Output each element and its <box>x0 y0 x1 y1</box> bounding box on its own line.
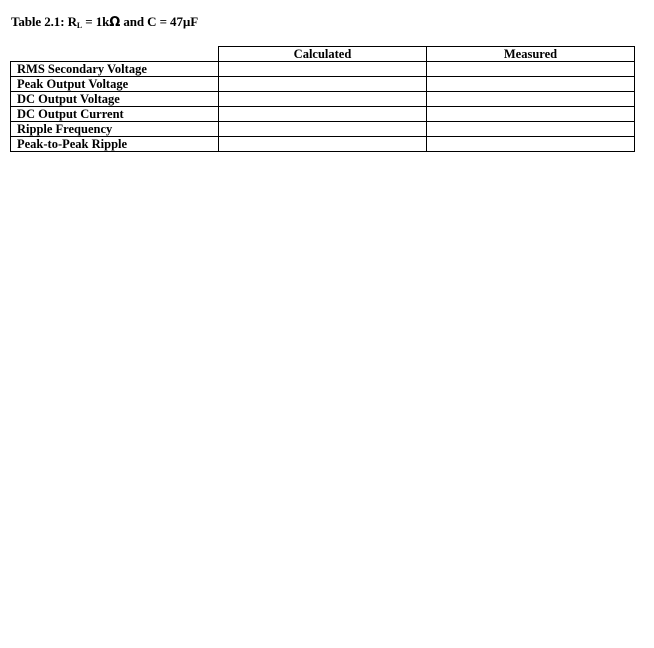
header-corner-cell <box>11 47 219 62</box>
measurement-table <box>10 46 635 152</box>
header-measured: Measured <box>427 47 635 62</box>
table-row <box>11 122 635 137</box>
row-label: RMS Secondary Voltage <box>11 62 219 77</box>
row-label: DC Output Current <box>11 107 219 122</box>
measured-cell[interactable] <box>427 137 635 152</box>
measured-cell[interactable] <box>427 77 635 92</box>
table-row <box>11 107 635 122</box>
measured-cell[interactable] <box>427 62 635 77</box>
omega-symbol: Ω <box>109 15 121 30</box>
calculated-cell[interactable] <box>219 122 427 137</box>
caption-suffix: and C = 47µF <box>120 14 199 29</box>
caption-prefix: Table 2.1: R <box>11 14 77 29</box>
table-caption <box>11 14 198 30</box>
table-row <box>11 77 635 92</box>
table-row <box>11 137 635 152</box>
calculated-cell[interactable] <box>219 92 427 107</box>
measured-cell[interactable] <box>427 92 635 107</box>
calculated-cell[interactable] <box>219 62 427 77</box>
calculated-cell[interactable] <box>219 137 427 152</box>
row-label: Ripple Frequency <box>11 122 219 137</box>
header-row <box>11 47 635 62</box>
measured-cell[interactable] <box>427 122 635 137</box>
calculated-cell[interactable] <box>219 107 427 122</box>
row-label: Peak-to-Peak Ripple <box>11 137 219 152</box>
table-row <box>11 92 635 107</box>
measured-cell[interactable] <box>427 107 635 122</box>
row-label: Peak Output Voltage <box>11 77 219 92</box>
header-calculated: Calculated <box>219 47 427 62</box>
caption-subscript: L <box>76 21 83 30</box>
caption-middle: = 1k <box>82 14 110 29</box>
table-row <box>11 62 635 77</box>
row-label: DC Output Voltage <box>11 92 219 107</box>
calculated-cell[interactable] <box>219 77 427 92</box>
